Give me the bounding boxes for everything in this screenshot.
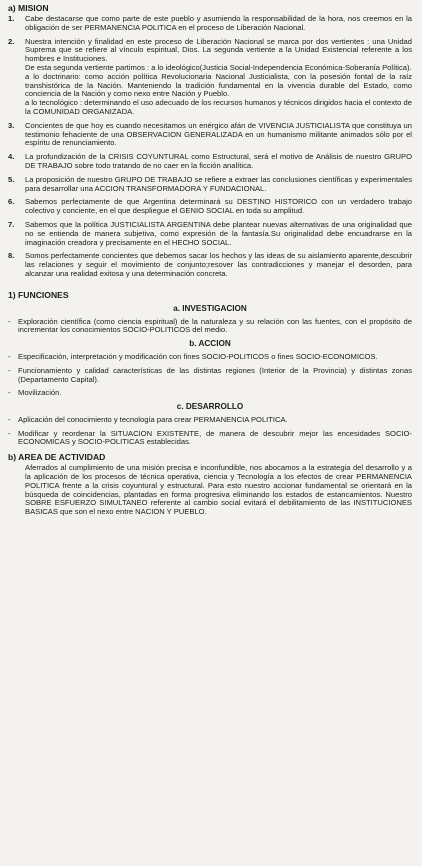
item-number: 5. bbox=[8, 174, 15, 184]
item-number: 3. bbox=[8, 120, 15, 130]
list-item bbox=[8, 353, 412, 362]
subsection-investigacion-title: a. INVESTIGACION bbox=[173, 303, 247, 313]
list-item bbox=[8, 367, 412, 385]
item-number: 7. bbox=[8, 219, 15, 229]
list-item bbox=[8, 416, 412, 425]
bullet-dash: - bbox=[8, 351, 11, 361]
bullet-dash: - bbox=[8, 388, 11, 398]
list-item bbox=[8, 430, 412, 448]
item-text: Aplicación del conocimiento y tecnología para crear PERMANENCIA POLITICA. bbox=[18, 414, 288, 424]
bullet-dash: - bbox=[8, 428, 11, 438]
bullet-dash: - bbox=[8, 414, 11, 424]
item-text: Cabe destacarse que como parte de este pueblo y asumiendo la responsabilidad de la hora, nos creemos en la obligación de ser PERMANENCIA POLITICA en el proceso de Liberación Nacional. bbox=[25, 14, 412, 32]
list-item bbox=[8, 221, 412, 247]
item-number: 8. bbox=[8, 251, 15, 261]
subsection-accion-title: b. ACCION bbox=[189, 339, 231, 349]
item-number: 6. bbox=[8, 197, 15, 207]
item-paragraph: De esta segunda vertiente partimos : a lo ideológico(Justicia Social-Independencia Económica-Soberanía Política). bbox=[25, 62, 412, 72]
item-text: La proposición de nuestro GRUPO DE TRABAJO se refiere a extraer las conclusiones científicas y experimentales para desarrollar una ACCION TRANSFORMADORA Y FUNDACIONAL. bbox=[25, 174, 412, 193]
list-item bbox=[8, 389, 412, 398]
section-funciones-title: 1) FUNCIONES bbox=[8, 289, 69, 300]
item-paragraph: Nuestra intención y finalidad en este proceso de Liberación Nacional se marca por dos vertientes : una Unidad Suprema que se refiere al vínculo espiritual, Dios. La segunda vertiente a la Unidad Existencial referente a los hombres e Instituciones. bbox=[25, 36, 412, 64]
list-item bbox=[8, 122, 412, 148]
bullet-dash: - bbox=[8, 316, 11, 326]
item-number: 2. bbox=[8, 36, 15, 46]
item-text: Sabemos que la política JUSTICIALISTA ARGENTINA debe plantear nuevas alternativas de una originalidad que no se entienda de manera subjetiva, como expresión de la fantasía.Su originalidad debe encuadrarse en la imaginación creadora y precisamente en el HECHO SOCIAL. bbox=[25, 219, 412, 247]
section-mision-title: a) MISION bbox=[8, 3, 49, 13]
item-number: 4. bbox=[8, 152, 15, 162]
item-paragraph: a lo doctrinario: como acción política Revolucionaria Nacional Justicialista, con la posesión fontal de la raíz transhistórica de la Nación. Manteniendo la tradición fundamental en la vivencia durable del Estado, como conciencia de la Nación y como nexo entre Nación y Pueblo. bbox=[25, 71, 412, 99]
item-text bbox=[25, 38, 412, 117]
item-text: Especificación, interpretación y modificación con fines SOCIO-POLITICOS o fines SOCIO-ECONOMICOS. bbox=[18, 351, 378, 361]
item-paragraph: a lo tecnológico : determinando el uso adecuado de los recursos humanos y técnicos dirigidos hacia el contexto de la COMUNIDAD ORGANIZADA. bbox=[25, 98, 412, 116]
bullet-dash: - bbox=[8, 365, 11, 375]
list-item bbox=[8, 15, 412, 33]
list-item bbox=[8, 198, 412, 216]
item-text: Sabemos perfectamente de que Argentina determinará su DESTINO HISTORICO con un verdadero trabajo colectivo y conciente, en el que despliegue el GENIO SOCIAL en toda su amplitud. bbox=[25, 197, 412, 216]
list-item bbox=[8, 252, 412, 278]
subsection-desarrollo-title: c. DESARROLLO bbox=[176, 402, 244, 412]
list-item bbox=[8, 464, 412, 517]
list-item bbox=[8, 38, 412, 117]
item-text: Movilización. bbox=[18, 388, 62, 398]
item-number: 1. bbox=[8, 14, 15, 23]
list-item bbox=[8, 318, 412, 336]
item-text: Somos perfectamente concientes que debemos sacar los hechos y las ideas de su aislamiento aparente,descubrir las relaciones y seguir el movimiento de conjunto;resover las contradicciones y manejar el desorden, para alcanzar una realidad exitosa y una determinación concreta. bbox=[25, 251, 412, 278]
item-text: Concientes de que hoy es cuando necesitamos un enérgico afán de VIVENCIA JUSTICIALISTA que constituya un testimonio fehaciente de una OBSERVACION GENERALIZADA en un humanismo militante animados sólo por el espíritu de renunciamiento. bbox=[25, 120, 412, 148]
list-item bbox=[8, 153, 412, 171]
item-text: Exploración científica (como ciencia espiritual) de la naturaleza y su relación con las fuentes, con el propósito de incrementar los conocimientos SOCIO-POLITICOS del medio. bbox=[18, 316, 412, 335]
item-text: Funcionamiento y calidad características de las distintas regiones (Interior de la Provincia) y distintas zonas (Departamento Capital). bbox=[18, 365, 412, 384]
item-text: La profundización de la CRISIS COYUNTURAL como Estructural, será el motivo de Análisis de nuestro GRUPO DE TRABAJO sobre todo tratando de no caer en la ficción analítica. bbox=[25, 152, 412, 170]
item-text: Aferrados al cumplimiento de una misión precisa e inconfundible, nos abocamos a la estrategia del desarrollo y a la aplicación de los procesos de técnica operativa, ciencia y Tecnología a los efectos de crear PERMANENCIA POLITICA frente a la crisis coyuntural y estructural. Para esto nuestro accionar fundamental se orientará en la búsqueda de coincidencias, plantadas en forma progresiva eliminando los estados de estancamientos. Nuestro SOBRE ESFUERZO SIMULTANEO referente al cambio social evitará el debilitamiento de las INSTITUCIONES BASICAS que son el nexo entre NACION Y PUEBLO. bbox=[25, 463, 412, 517]
item-text: Modificar y reordenar la SITUACION EXISTENTE, de manera de descubrir mejor las encesidades SOCIO-ECONOMICAS y SOCIO-POLITICAS establecidas. bbox=[18, 428, 412, 447]
section-area-actividad-title: b) AREA DE ACTIVIDAD bbox=[8, 452, 106, 463]
list-item bbox=[8, 176, 412, 194]
